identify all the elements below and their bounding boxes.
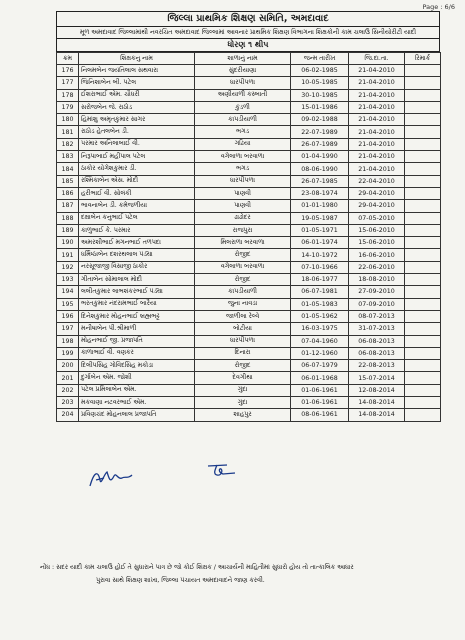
- table-row: [57, 101, 441, 113]
- school-name-cell: વગેલાળા બરવાળા: [195, 261, 291, 273]
- serial-cell: 192: [57, 261, 79, 273]
- birth-date-cell: 01-05-1962: [291, 310, 349, 322]
- table-row: [57, 89, 441, 101]
- table-row: [57, 360, 441, 372]
- teacher-name-cell: મનીષાબેન પી.શ્રીમાળી: [79, 323, 195, 335]
- teacher-name-cell: ઈશરાભાઈ એમ. ચૌધરી: [79, 89, 195, 101]
- joining-date-cell: 21-04-2010: [349, 138, 405, 150]
- remark-cell: [405, 249, 441, 261]
- school-name-cell: રોજીદ: [195, 360, 291, 372]
- school-name-cell: કુંડળી: [195, 101, 291, 113]
- teacher-name-cell: નરસૂજાજી વિસાજી ઠાકોર: [79, 261, 195, 273]
- school-name-cell: ધારપીપળા: [195, 175, 291, 187]
- table-header-row: [57, 53, 441, 65]
- joining-date-cell: 27-09-2010: [349, 286, 405, 298]
- serial-cell: 187: [57, 200, 79, 212]
- joining-date-cell: 06-08-2013: [349, 347, 405, 359]
- school-name-cell: ધારપીપળા: [195, 335, 291, 347]
- teacher-name-cell: અમરશીભાઈ મગનભાઈ તળપદા: [79, 237, 195, 249]
- signature-left: [88, 466, 134, 490]
- birth-date-cell: 19-05-1987: [291, 212, 349, 224]
- table-row: [57, 286, 441, 298]
- joining-date-cell: 31-07-2013: [349, 323, 405, 335]
- document-subtitle: મૂળ અમદાવાદ જિલ્લામાંથી નવરચિત અમદાવાદ જિલ્લામાં આવનાર પ્રાથમિક શિક્ષણ વિભાગના શિક્ષકોની કામ ચલાઉ સિનીયોરીટી યાદી: [57, 27, 439, 39]
- teacher-name-cell: નિલમબેન જયંતિલાલ સથવારા: [79, 65, 195, 77]
- joining-date-cell: 21-04-2010: [349, 101, 405, 113]
- serial-cell: 197: [57, 323, 79, 335]
- remark-cell: [405, 261, 441, 273]
- joining-date-cell: 29-04-2010: [349, 200, 405, 212]
- table-row: [57, 323, 441, 335]
- birth-date-cell: 08-06-1990: [291, 163, 349, 175]
- birth-date-cell: 26-07-1985: [291, 175, 349, 187]
- table-row: [57, 397, 441, 409]
- school-name-cell: ભગડ: [195, 126, 291, 138]
- table-row: [57, 187, 441, 199]
- birth-date-cell: 01-05-1983: [291, 298, 349, 310]
- birth-date-cell: 01-06-1961: [291, 384, 349, 396]
- school-name-cell: રાજપુરા: [195, 224, 291, 236]
- school-name-cell: કાપડીયાળી: [195, 114, 291, 126]
- serial-cell: 201: [57, 372, 79, 384]
- joining-date-cell: 15-06-2010: [349, 237, 405, 249]
- teacher-name-cell: પરમાર અનિલાબાઈ વી.: [79, 138, 195, 150]
- birth-date-cell: 30-10-1985: [291, 89, 349, 101]
- col-header-teacher-name: શિક્ષકનુ નામ: [79, 53, 195, 65]
- joining-date-cell: 16-06-2010: [349, 249, 405, 261]
- serial-cell: 186: [57, 187, 79, 199]
- table-row: [57, 261, 441, 273]
- joining-date-cell: 08-07-2013: [349, 310, 405, 322]
- joining-date-cell: 18-08-2010: [349, 274, 405, 286]
- teacher-table: [56, 52, 441, 422]
- table-row: [57, 274, 441, 286]
- serial-cell: 182: [57, 138, 79, 150]
- birth-date-cell: 07-10-1966: [291, 261, 349, 273]
- table-row: [57, 151, 441, 163]
- footer-note-line-2: પુરાવા સાથે શિક્ષણ શાખા, જિલ્લા પંચાયત અમદાવાદને જાણ કરવી.: [96, 577, 265, 584]
- joining-date-cell: 07-05-2010: [349, 212, 405, 224]
- joining-date-cell: 07-09-2010: [349, 298, 405, 310]
- footer-note-line-1: નોંધ : સદર યાદી કામ ચલાઉ હોઈ તે સુધારાને પાત્ર છે જો કોઈ શિક્ષક / આચાર્યની માહિતીમાં સુધારો હોય તો તાત્કાલિક આધાર: [40, 564, 354, 571]
- teacher-name-cell: ધર્મિષ્ઠાબેન દશરથલાલ પંડ્યા: [79, 249, 195, 261]
- table-row: [57, 126, 441, 138]
- remark-cell: [405, 237, 441, 249]
- serial-cell: 199: [57, 347, 79, 359]
- remark-cell: [405, 397, 441, 409]
- remark-cell: [405, 200, 441, 212]
- school-name-cell: કાપડીયાળી: [195, 286, 291, 298]
- joining-date-cell: 15-06-2010: [349, 224, 405, 236]
- remark-cell: [405, 372, 441, 384]
- school-name-cell: બોટીયા: [195, 323, 291, 335]
- col-header-school-name: શાળાનું નામ: [195, 53, 291, 65]
- remark-cell: [405, 360, 441, 372]
- teacher-name-cell: દક્ષાબેન કનુભાઈ પટેલ: [79, 212, 195, 224]
- remark-cell: [405, 298, 441, 310]
- table-row: [57, 175, 441, 187]
- remark-cell: [405, 175, 441, 187]
- joining-date-cell: 21-04-2010: [349, 77, 405, 89]
- serial-cell: 178: [57, 89, 79, 101]
- table-row: [57, 77, 441, 89]
- table-row: [57, 212, 441, 224]
- teacher-name-cell: ઠાકોર યોગેશકુમાર ડી.: [79, 163, 195, 175]
- page-number: Page : 6/6: [422, 3, 455, 11]
- remark-cell: [405, 274, 441, 286]
- teacher-name-cell: ભાવનાબેન ડી. કમેજળીયા: [79, 200, 195, 212]
- remark-cell: [405, 77, 441, 89]
- school-name-cell: દેવગીથા: [195, 372, 291, 384]
- serial-cell: 183: [57, 151, 79, 163]
- teacher-name-cell: દુર્ગાબેન એમ. જોશી: [79, 372, 195, 384]
- remark-cell: [405, 286, 441, 298]
- col-header-birth-date: જન્મ તારીખ: [291, 53, 349, 65]
- school-name-cell: જુના નાવડા: [195, 298, 291, 310]
- birth-date-cell: 14-10-1972: [291, 249, 349, 261]
- school-name-cell: રોજીદ: [195, 249, 291, 261]
- joining-date-cell: 14-08-2014: [349, 409, 405, 421]
- school-name-cell: ભગડ: [195, 163, 291, 175]
- remark-cell: [405, 187, 441, 199]
- remark-cell: [405, 224, 441, 236]
- serial-cell: 203: [57, 397, 79, 409]
- serial-cell: 176: [57, 65, 79, 77]
- teacher-name-cell: કાળાભાઈ વી. વણકર: [79, 347, 195, 359]
- teacher-name-cell: રશ્મિકાબેન એસ. મોદી: [79, 175, 195, 187]
- table-row: [57, 65, 441, 77]
- standard-label: ધોરણ ૧ થીપ: [227, 40, 269, 49]
- school-name-cell: ગઢિયા: [195, 138, 291, 150]
- remark-cell: [405, 126, 441, 138]
- joining-date-cell: 21-04-2010: [349, 89, 405, 101]
- teacher-name-cell: હિમાંશુ અમૃતકુમાર સાગર: [79, 114, 195, 126]
- table-row: [57, 298, 441, 310]
- serial-cell: 193: [57, 274, 79, 286]
- school-name-cell: જાળીલા રેલ્વે: [195, 310, 291, 322]
- serial-cell: 204: [57, 409, 79, 421]
- teacher-name-cell: હરીભાઈ વી. સોલંકી: [79, 187, 195, 199]
- serial-cell: 188: [57, 212, 79, 224]
- birth-date-cell: 18-06-1977: [291, 274, 349, 286]
- teacher-name-cell: પટેલ પ્રમિલાબેન એમ.: [79, 384, 195, 396]
- serial-cell: 184: [57, 163, 79, 175]
- joining-date-cell: 21-04-2010: [349, 65, 405, 77]
- birth-date-cell: 01-12-1960: [291, 347, 349, 359]
- serial-cell: 177: [57, 77, 79, 89]
- serial-cell: 191: [57, 249, 79, 261]
- serial-cell: 179: [57, 101, 79, 113]
- remark-cell: [405, 89, 441, 101]
- school-name-cell: રોજીદ: [195, 274, 291, 286]
- remark-cell: [405, 335, 441, 347]
- serial-cell: 181: [57, 126, 79, 138]
- table-row: [57, 335, 441, 347]
- school-name-cell: ગુંદા: [195, 384, 291, 396]
- serial-cell: 202: [57, 384, 79, 396]
- birth-date-cell: 06-07-1981: [291, 286, 349, 298]
- remark-cell: [405, 151, 441, 163]
- remark-cell: [405, 65, 441, 77]
- table-row: [57, 237, 441, 249]
- teacher-name-cell: કાળુભાઈ કે. પરમાર: [79, 224, 195, 236]
- birth-date-cell: 01-05-1971: [291, 224, 349, 236]
- joining-date-cell: 22-04-2010: [349, 175, 405, 187]
- birth-date-cell: 06-01-1974: [291, 237, 349, 249]
- school-name-cell: સુંદરીયાણા: [195, 65, 291, 77]
- school-name-cell: ઢાઢોદર: [195, 212, 291, 224]
- joining-date-cell: 22-08-2013: [349, 360, 405, 372]
- birth-date-cell: 10-05-1985: [291, 77, 349, 89]
- teacher-name-cell: સરોજબેન જે. રાઠોડ: [79, 101, 195, 113]
- joining-date-cell: 21-04-2010: [349, 163, 405, 175]
- table-row: [57, 409, 441, 421]
- school-name-cell: અણીયાળી કસ્બાતી: [195, 89, 291, 101]
- school-name-cell: વગેલાળા બરવાળા: [195, 151, 291, 163]
- birth-date-cell: 23-08-1974: [291, 187, 349, 199]
- birth-date-cell: 01-01-1980: [291, 200, 349, 212]
- teacher-name-cell: લલીતકુમાર લાભશંકરભાઈ પંડ્યા: [79, 286, 195, 298]
- school-name-cell: દિનારા: [195, 347, 291, 359]
- birth-date-cell: 01-06-1961: [291, 397, 349, 409]
- col-header-serial: ક્રમ: [57, 53, 79, 65]
- teacher-name-cell: દિનેશકુમાર મોહનભાઈ બ્રહ્મભટ્ટ: [79, 310, 195, 322]
- remark-cell: [405, 347, 441, 359]
- school-name-cell: ગુંદા: [195, 397, 291, 409]
- serial-cell: 180: [57, 114, 79, 126]
- birth-date-cell: 07-04-1960: [291, 335, 349, 347]
- birth-date-cell: 26-07-1989: [291, 138, 349, 150]
- teacher-name-cell: રાઠોડ હેતલબેન ડી.: [79, 126, 195, 138]
- document-title: જિલ્લા પ્રાથમિક શિક્ષણ સમિતિ, અમદાવાદ: [57, 12, 439, 27]
- birth-date-cell: 16-03-1975: [291, 323, 349, 335]
- joining-date-cell: 29-04-2010: [349, 187, 405, 199]
- serial-cell: 195: [57, 298, 79, 310]
- birth-date-cell: 15-01-1986: [291, 101, 349, 113]
- birth-date-cell: 06-02-1985: [291, 65, 349, 77]
- birth-date-cell: 01-04-1990: [291, 151, 349, 163]
- table-row: [57, 114, 441, 126]
- signature-right: [205, 460, 241, 480]
- serial-cell: 189: [57, 224, 79, 236]
- remark-cell: [405, 101, 441, 113]
- joining-date-cell: 22-06-2010: [349, 261, 405, 273]
- col-header-joining-date: જિ.દા.તા.: [349, 53, 405, 65]
- remark-cell: [405, 384, 441, 396]
- serial-cell: 190: [57, 237, 79, 249]
- remark-cell: [405, 409, 441, 421]
- teacher-name-cell: દિલીપસિંહ ગોવિંદસિંહ મકોડા: [79, 360, 195, 372]
- birth-date-cell: 08-06-1961: [291, 409, 349, 421]
- birth-date-cell: 22-07-1989: [291, 126, 349, 138]
- birth-date-cell: 09-02-1988: [291, 114, 349, 126]
- seniority-list: [56, 11, 440, 422]
- table-row: [57, 310, 441, 322]
- birth-date-cell: 06-01-1968: [291, 372, 349, 384]
- col-header-remark: રિમાર્ક: [405, 53, 441, 65]
- teacher-name-cell: મકવાણા નટવરભાઈ એમ.: [79, 397, 195, 409]
- school-name-cell: શાહપુર: [195, 409, 291, 421]
- joining-date-cell: 06-08-2013: [349, 335, 405, 347]
- teacher-name-cell: નિરૂપાબાઈ મહીપાલ પટેલ: [79, 151, 195, 163]
- footer-note: [40, 561, 440, 587]
- joining-date-cell: 21-04-2010: [349, 114, 405, 126]
- teacher-name-cell: પ્રવિણચંદ મોહનલાલ પ્રજાપતિ: [79, 409, 195, 421]
- remark-cell: [405, 212, 441, 224]
- joining-date-cell: 14-08-2014: [349, 397, 405, 409]
- school-name-cell: પાણવી: [195, 200, 291, 212]
- remark-cell: [405, 323, 441, 335]
- birth-date-cell: 06-07-1979: [291, 360, 349, 372]
- table-row: [57, 200, 441, 212]
- serial-cell: 196: [57, 310, 79, 322]
- teacher-name-cell: ગીતાબેન સોમાલાલ મોદી: [79, 274, 195, 286]
- remark-cell: [405, 114, 441, 126]
- table-row: [57, 249, 441, 261]
- teacher-name-cell: ભરતકુમાર નંદરામભાઈ બારૈયા: [79, 298, 195, 310]
- table-row: [57, 163, 441, 175]
- table-row: [57, 384, 441, 396]
- remark-cell: [405, 163, 441, 175]
- table-row: [57, 347, 441, 359]
- school-name-cell: ધારપીપળા: [195, 77, 291, 89]
- serial-cell: 194: [57, 286, 79, 298]
- serial-cell: 198: [57, 335, 79, 347]
- joining-date-cell: 12-08-2014: [349, 384, 405, 396]
- table-row: [57, 224, 441, 236]
- joining-date-cell: 21-04-2010: [349, 126, 405, 138]
- remark-cell: [405, 310, 441, 322]
- table-row: [57, 372, 441, 384]
- school-name-cell: પાણવી: [195, 187, 291, 199]
- remark-cell: [405, 138, 441, 150]
- document-header: [56, 11, 440, 52]
- joining-date-cell: 15-07-2014: [349, 372, 405, 384]
- teacher-name-cell: મોહનભાઈ જી. પ્રજાપતિ: [79, 335, 195, 347]
- teacher-name-cell: જિનિશાબેન બી. પટેલ: [79, 77, 195, 89]
- table-row: [57, 138, 441, 150]
- serial-cell: 200: [57, 360, 79, 372]
- school-name-cell: મિલરાળા બરવાળા: [195, 237, 291, 249]
- joining-date-cell: 21-04-2010: [349, 151, 405, 163]
- serial-cell: 185: [57, 175, 79, 187]
